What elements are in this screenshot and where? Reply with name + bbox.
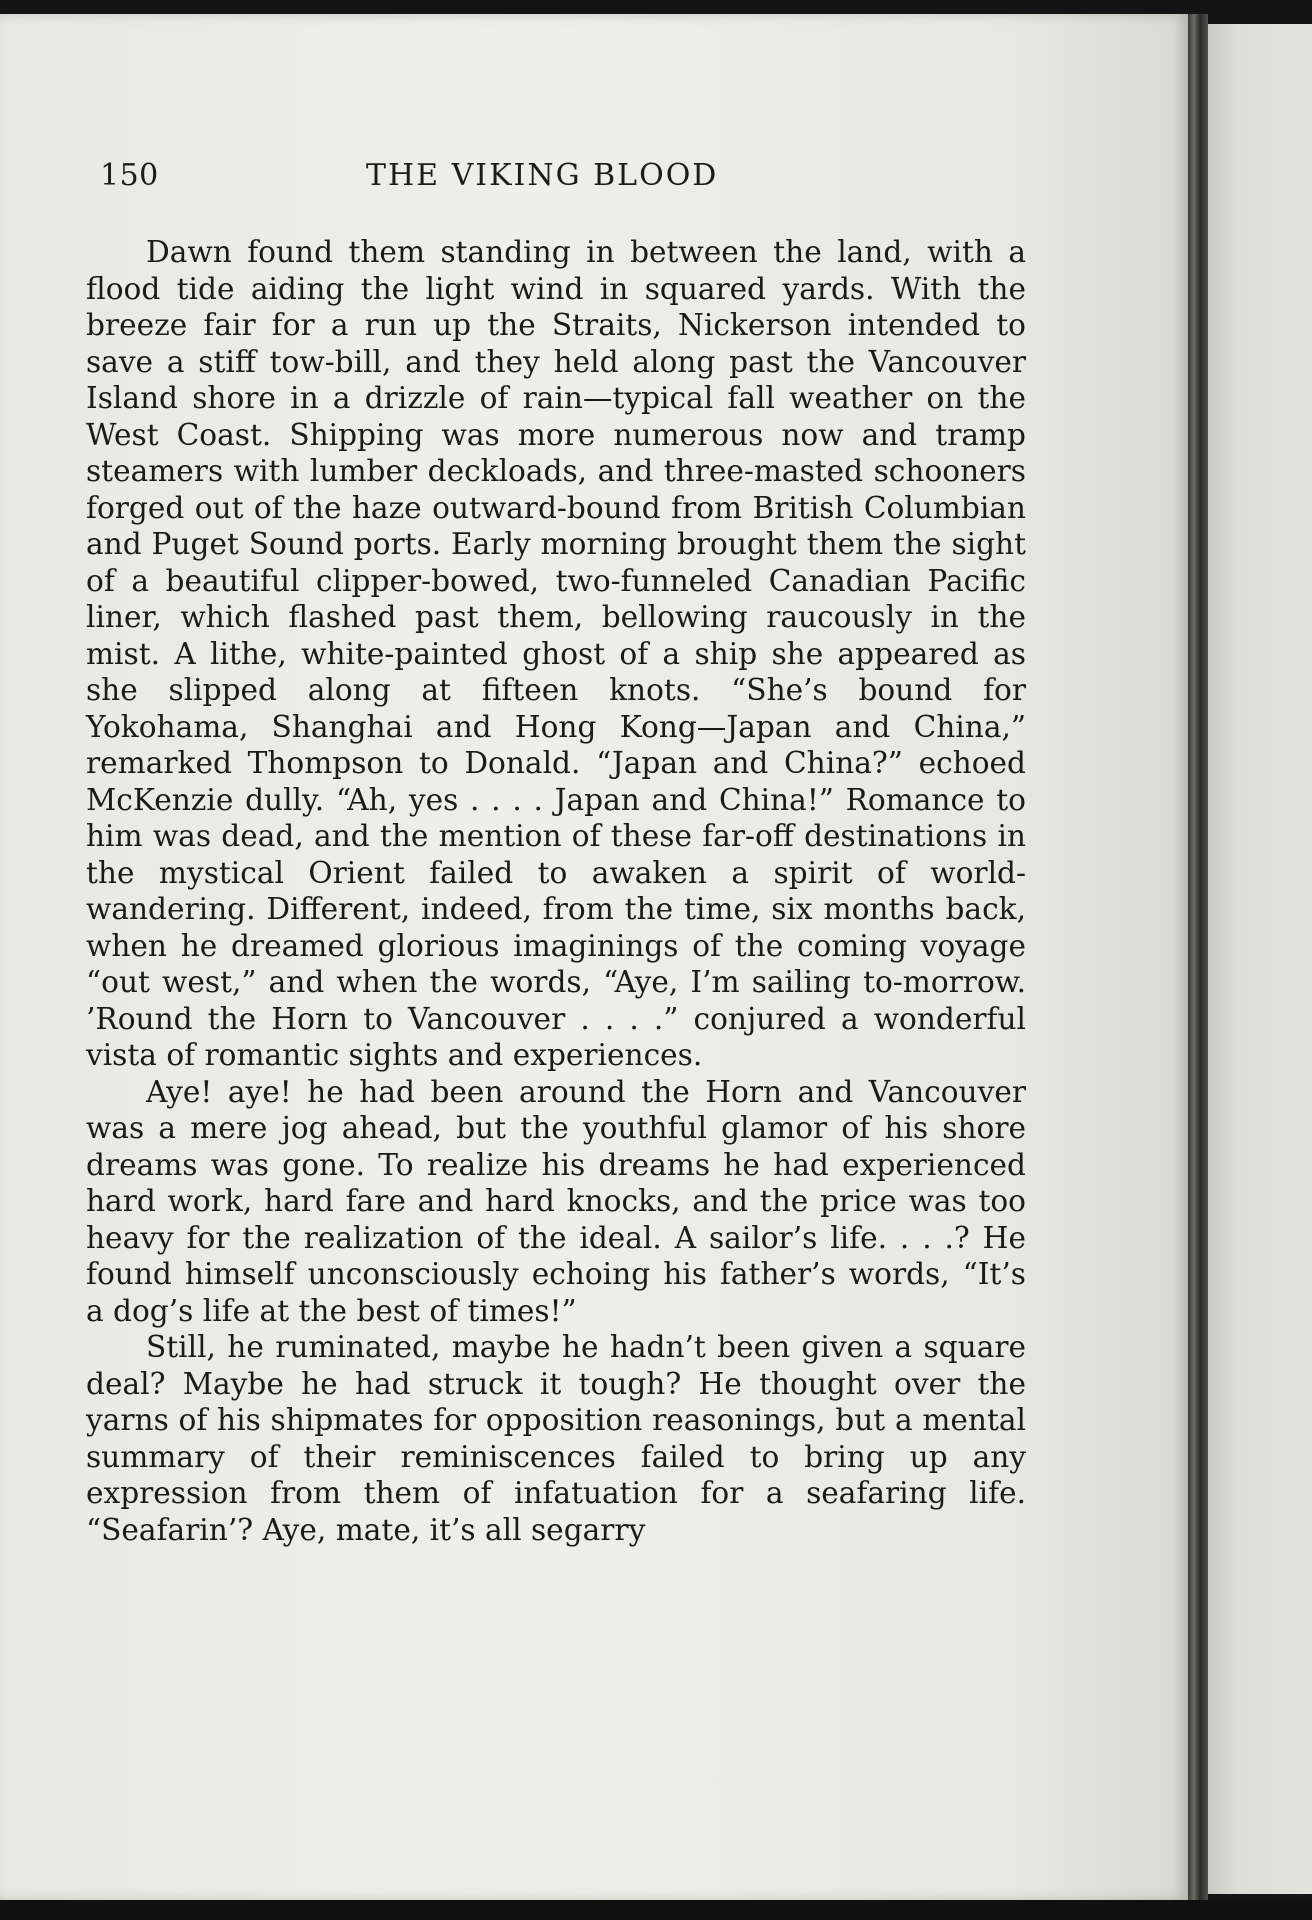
scan-border <box>0 1900 1312 1920</box>
running-head <box>100 158 1020 208</box>
book-title: THE VIKING BLOOD <box>366 158 719 193</box>
paragraph-3: Still, he ruminated, maybe he hadn’t been given a square deal? Maybe he had struck it tough? He thought over the yarns of his shipmates for opposition reasonings, but a mental summary of their reminiscences failed to bring up any expression from them of infatuation for a seafaring life. “Seafarin’? Aye, mate, it’s all segarry <box>86 1330 1026 1547</box>
facing-page-edge <box>1208 24 1312 1894</box>
paragraph-1: Dawn found them standing in between the land, with a flood tide aiding the light wind in squared yards. With the breeze fair for a run up the Straits, Nickerson intended to save a stiff tow-bill, and they held along past the Vancouver Island shore in a drizzle of rain—typical fall weather on the West Coast. Shipping was more numerous now and tramp steamers with lumber deckloads, and three-masted schooners forged out of the haze outward-bound from British Columbian and Puget Sound ports. Early morning brought them the sight of a beautiful clipper-bowed, two-funneled Canadian Pacific liner, which flashed past them, bellowing raucously in the mist. A lithe, white-painted ghost of a ship she appeared as she slipped along at fifteen knots. “She’s bound for Yokohama, Shanghai and Hong Kong—Japan and China,” remarked Thompson to Donald. “Japan and China?” echoed McKenzie dully. “Ah, yes . . . . Japan and China!” Romance to him was dead, and the mention of these far-off destinations in the mystical Orient failed to awaken a spirit of world-wandering. Different, indeed, from the time, six months back, when he dreamed glorious imaginings of the coming voyage “out west,” and when the words, “Aye, I’m sailing to-morrow. ’Round the Horn to Vancouver . . . .” conjured a wonderful vista of romantic sights and experiences. <box>86 235 1026 1072</box>
book-gutter <box>1188 14 1208 1900</box>
page-number: 150 <box>100 158 159 193</box>
paragraph-2: Aye! aye! he had been around the Horn and Vancouver was a mere jog ahead, but the youthful glamor of his shore dreams was gone. To realize his dreams he had experienced hard work, hard fare and hard knocks, and the price was too heavy for the realization of the ideal. A sailor’s life. . . .? He found himself unconsciously echoing his father’s words, “It’s a dog’s life at the best of times!” <box>86 1074 1026 1328</box>
page-body <box>86 234 1026 1548</box>
